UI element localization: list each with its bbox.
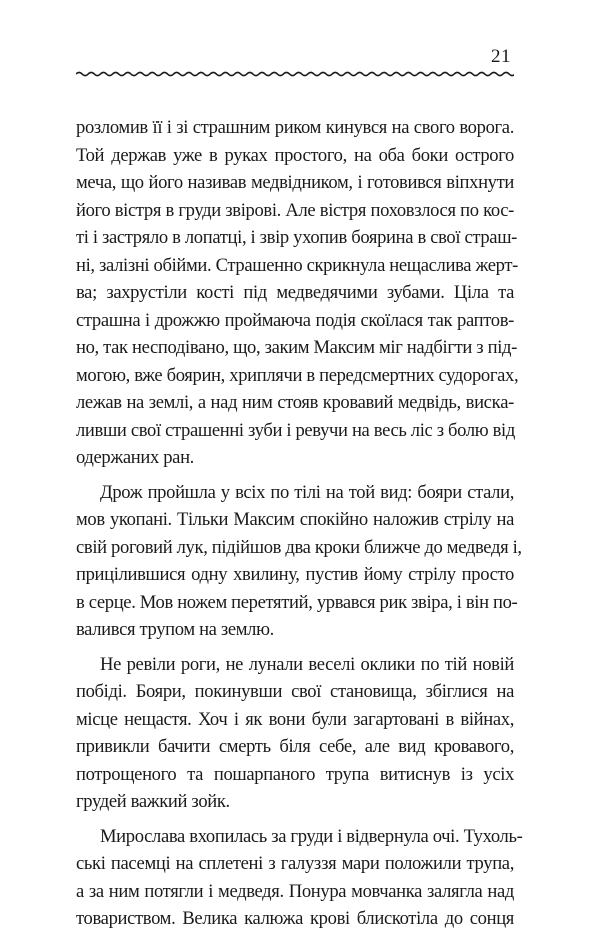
text-line: його вістря в груди звірові. Але вістря поховзлося по кос- — [76, 199, 514, 221]
text-line: ті і застряло в лопатці, і звір ухопив боярина в свої страш- — [76, 227, 518, 248]
paragraph-1 — [76, 114, 519, 472]
text-line: Мирослава вхопилась за груди і відвернула очі. Тухоль- — [100, 825, 523, 847]
text-line: Не ревіли роги, не лунали веселі оклики по тій новій — [100, 653, 514, 675]
text-line: одержаних ран. — [76, 447, 194, 468]
paragraph-3 — [76, 651, 514, 816]
text-line: потрощеного та пошарпаного трупа витиснув із усіх — [76, 763, 514, 785]
text-line: мов укопані. Тільки Максим спокійно наложив стрілу на — [76, 509, 514, 530]
text-line: побіді. Бояри, покинувши свої становища, збіглися на — [76, 681, 514, 702]
text-line: валився трупом на землю. — [76, 619, 274, 640]
text-line: грудей важкий зойк. — [76, 791, 230, 812]
paragraph-4 — [76, 823, 523, 933]
text-line: лежав на землі, а над ним стояв кровавий медвідь, вискa- — [76, 392, 514, 413]
paragraph-2 — [76, 479, 522, 644]
text-line: привикли бачити смерть біля себе, але вид кровавого, — [76, 736, 514, 757]
text-line: в серце. Мов ножем перетятий, урвався рик звіра, і він по- — [76, 591, 518, 613]
body-text — [76, 114, 523, 933]
text-line: розломив її і зі страшним риком кинувся на свого ворога. — [76, 117, 514, 138]
text-line: Дрож пройшла у всіх по тілі на той вид: бояри стали, — [100, 481, 514, 503]
text-line: но, так несподівано, що, заким Максим міг надбігти з під- — [76, 337, 517, 358]
text-line: Той держав уже в руках простого, на оба боки острого — [76, 144, 514, 166]
text-line: ва; захрустіли кості під медведячими зубами. Ціла та — [76, 282, 514, 303]
text-line: ні, залізні обійми. Страшенно скрикнула нещаслива жерт- — [76, 254, 518, 276]
text-line: ські пасемці на сплетені з галуззя мари положили трупа, — [76, 853, 514, 874]
text-line: ливши свої страшенні зуби і ревучи на весь ліс з болю від — [76, 419, 515, 441]
page-number: 21 — [491, 46, 511, 67]
text-line: могою, вже боярин, хриплячи в передсмертних судорогах, — [76, 364, 519, 386]
text-line: а за ним потягли і медведя. Понура мовчанка залягла над — [76, 880, 514, 902]
text-line: свій роговий лук, підійшов два кроки ближче до медведя і, — [76, 536, 522, 558]
text-line: прицілившися одну хвилину, пустив йому стрілу просто — [76, 564, 514, 585]
text-line: місце нещастя. Хоч і як вони були загартовані в війнах, — [76, 708, 514, 730]
wavy-header-rule — [76, 67, 514, 81]
text-line: страшна і дрожжю проймаюча подія скоїлася так раптов- — [76, 309, 514, 331]
text-line: товариством. Велика калюжа крові блискотіла до сонця — [76, 908, 514, 929]
text-line: меча, що його називав медвідником, і готовився віпхнути — [76, 172, 514, 193]
